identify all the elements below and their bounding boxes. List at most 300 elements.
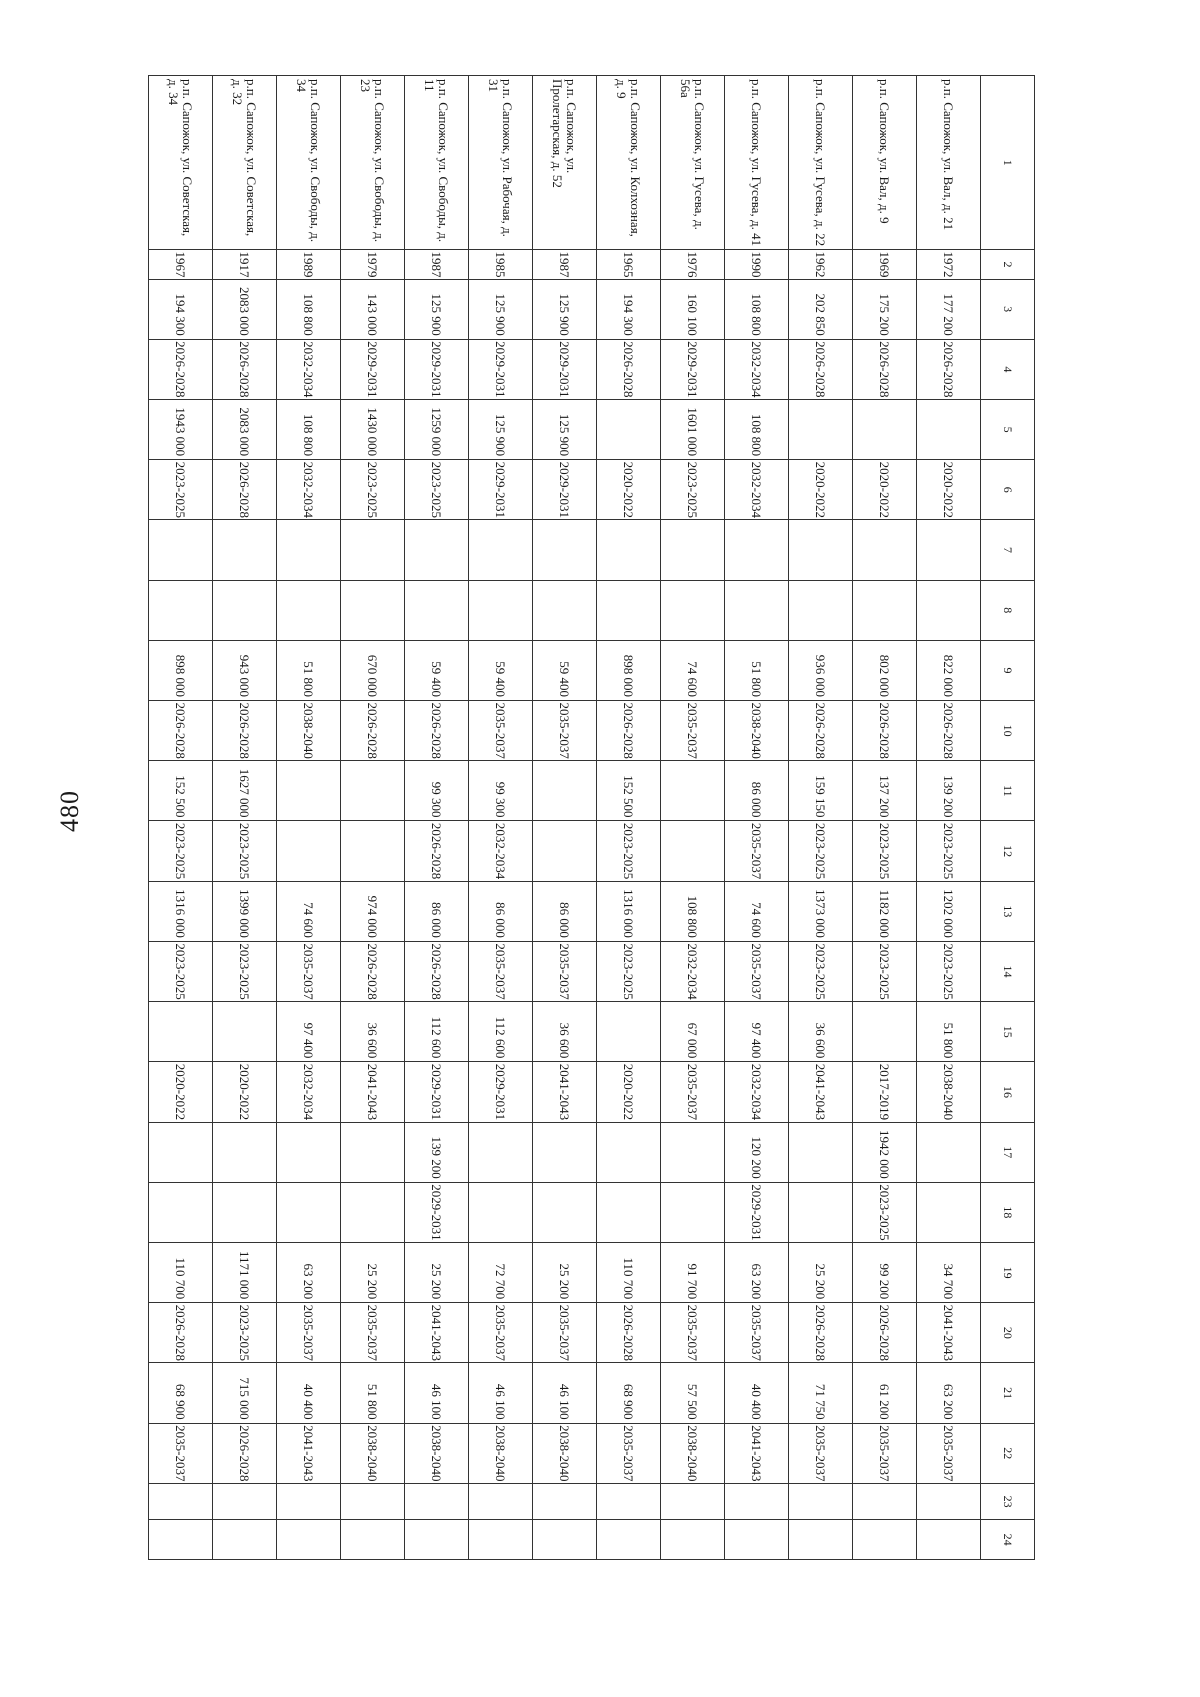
table-cell — [853, 520, 917, 580]
table-cell: 2035-2037 — [597, 1423, 661, 1483]
table-cell: 159 150 — [789, 761, 853, 821]
table-row — [213, 76, 277, 1560]
table-cell: 1627 000 — [213, 761, 277, 821]
table-cell: 2032-2034 — [725, 1062, 789, 1122]
table-cell — [789, 399, 853, 459]
table-cell: 1171 000 — [213, 1243, 277, 1303]
table-cell: 97 400 — [277, 1002, 341, 1062]
table-cell — [789, 580, 853, 640]
table-cell: 97 400 — [725, 1002, 789, 1062]
table-cell: 1259 000 — [405, 399, 469, 459]
table-cell — [725, 1520, 789, 1560]
address-cell: р.п. Сапожок, ул. Вал, д. 9 — [853, 76, 917, 250]
table-cell — [917, 580, 981, 640]
table-cell: 2035-2037 — [725, 821, 789, 881]
table-cell: 2038-2040 — [917, 1062, 981, 1122]
table-cell: 99 200 — [853, 1243, 917, 1303]
table-cell: 125 900 — [533, 399, 597, 459]
table-cell: 2035-2037 — [277, 1303, 341, 1363]
address-cell: р.п. Сапожок, ул. Рабочая, д. 31 — [469, 76, 533, 250]
table-cell: 2041-2043 — [533, 1062, 597, 1122]
table-cell: 2041-2043 — [725, 1423, 789, 1483]
table-cell — [661, 520, 725, 580]
column-number: 14 — [981, 941, 1035, 1001]
table-cell — [149, 1122, 213, 1182]
table-cell — [149, 1520, 213, 1560]
table-cell — [149, 580, 213, 640]
table-cell — [533, 580, 597, 640]
table-cell: 2023-2025 — [213, 1303, 277, 1363]
table-cell — [469, 1122, 533, 1182]
column-number: 12 — [981, 821, 1035, 881]
table-cell: 63 200 — [725, 1243, 789, 1303]
table-cell: 670 000 — [341, 640, 405, 700]
table-cell — [533, 1483, 597, 1519]
table-cell — [405, 580, 469, 640]
table-cell: 86 000 — [725, 761, 789, 821]
column-number: 15 — [981, 1002, 1035, 1062]
table-row — [853, 76, 917, 1560]
table-cell: 137 200 — [853, 761, 917, 821]
table-cell: 108 800 — [277, 279, 341, 339]
table-cell: 2023-2025 — [149, 821, 213, 881]
table-cell: 2035-2037 — [469, 941, 533, 1001]
table-row — [789, 76, 853, 1560]
table-cell: 2035-2037 — [277, 941, 341, 1001]
table-cell: 2026-2028 — [853, 339, 917, 399]
table-cell — [533, 761, 597, 821]
column-number: 22 — [981, 1423, 1035, 1483]
column-number: 1 — [981, 76, 1035, 250]
table-cell: 59 400 — [533, 640, 597, 700]
table-cell: 2035-2037 — [789, 1423, 853, 1483]
year-cell: 1969 — [853, 250, 917, 279]
table-cell: 2038-2040 — [341, 1423, 405, 1483]
table-cell: 51 800 — [341, 1363, 405, 1423]
column-number: 13 — [981, 881, 1035, 941]
table-cell: 2023-2025 — [405, 460, 469, 520]
column-number: 3 — [981, 279, 1035, 339]
column-number: 17 — [981, 1122, 1035, 1182]
table-cell: 36 600 — [341, 1002, 405, 1062]
table-cell: 2032-2034 — [469, 821, 533, 881]
table-cell: 86 000 — [469, 881, 533, 941]
table-cell — [853, 580, 917, 640]
table-cell — [213, 1483, 277, 1519]
table-cell — [597, 399, 661, 459]
table-cell — [213, 1520, 277, 1560]
table-cell: 2038-2040 — [405, 1423, 469, 1483]
address-cell: р.п. Сапожок, ул. Вал, д. 21 — [917, 76, 981, 250]
table-cell: 2023-2025 — [597, 821, 661, 881]
table-cell: 2035-2037 — [533, 1303, 597, 1363]
table-cell — [917, 399, 981, 459]
column-number: 2 — [981, 250, 1035, 279]
table-cell: 63 200 — [917, 1363, 981, 1423]
table-cell: 1373 000 — [789, 881, 853, 941]
table-cell: 2026-2028 — [597, 339, 661, 399]
table-cell: 2026-2028 — [149, 339, 213, 399]
table-cell — [789, 1483, 853, 1519]
table-cell — [277, 1182, 341, 1242]
table-cell: 2026-2028 — [405, 821, 469, 881]
table-cell: 139 200 — [405, 1122, 469, 1182]
table-cell: 1399 000 — [213, 881, 277, 941]
table-cell: 936 000 — [789, 640, 853, 700]
table-cell: 2035-2037 — [725, 941, 789, 1001]
column-number: 9 — [981, 640, 1035, 700]
table-cell — [341, 1483, 405, 1519]
table-cell — [341, 1520, 405, 1560]
table-cell: 822 000 — [917, 640, 981, 700]
table-cell: 74 600 — [277, 881, 341, 941]
table-cell — [533, 520, 597, 580]
table-cell: 2041-2043 — [917, 1303, 981, 1363]
column-number: 5 — [981, 399, 1035, 459]
table-cell: 68 900 — [149, 1363, 213, 1423]
table-cell — [149, 1483, 213, 1519]
table-row — [341, 76, 405, 1560]
table-cell: 2026-2028 — [213, 339, 277, 399]
table-cell: 2026-2028 — [917, 701, 981, 761]
table-cell: 108 800 — [725, 279, 789, 339]
year-cell: 1979 — [341, 250, 405, 279]
table-cell — [213, 1002, 277, 1062]
table-cell: 2026-2028 — [405, 941, 469, 1001]
capital-repair-table — [148, 75, 1035, 1560]
table-cell: 36 600 — [533, 1002, 597, 1062]
table-cell: 2083 000 — [213, 279, 277, 339]
table-cell: 177 200 — [917, 279, 981, 339]
table-cell: 2026-2028 — [789, 1303, 853, 1363]
table-cell: 2041-2043 — [789, 1062, 853, 1122]
table-cell: 2029-2031 — [469, 1062, 533, 1122]
table-cell: 2035-2037 — [149, 1423, 213, 1483]
table-cell — [789, 1122, 853, 1182]
table-cell: 2020-2022 — [597, 460, 661, 520]
table-cell — [661, 821, 725, 881]
address-cell: р.п. Сапожок, ул. Пролетарская, д. 52 — [533, 76, 597, 250]
table-cell: 86 000 — [405, 881, 469, 941]
table-cell — [149, 520, 213, 580]
table-cell: 2035-2037 — [725, 1303, 789, 1363]
table-cell: 2032-2034 — [725, 339, 789, 399]
table-cell: 2029-2031 — [533, 460, 597, 520]
column-number: 18 — [981, 1182, 1035, 1242]
table-cell: 2041-2043 — [341, 1062, 405, 1122]
table-cell: 2026-2028 — [917, 339, 981, 399]
table-cell: 99 300 — [469, 761, 533, 821]
table-cell: 2023-2025 — [789, 821, 853, 881]
year-cell: 1962 — [789, 250, 853, 279]
year-cell: 1917 — [213, 250, 277, 279]
table-cell — [853, 1520, 917, 1560]
table-cell: 1942 000 — [853, 1122, 917, 1182]
table-cell — [661, 580, 725, 640]
table-cell: 2026-2028 — [789, 339, 853, 399]
table-cell — [405, 520, 469, 580]
table-cell: 175 200 — [853, 279, 917, 339]
table-cell: 2029-2031 — [405, 1062, 469, 1122]
table-cell — [597, 1520, 661, 1560]
table-cell: 2038-2040 — [277, 701, 341, 761]
column-number: 4 — [981, 339, 1035, 399]
table-cell: 67 000 — [661, 1002, 725, 1062]
year-cell: 1987 — [405, 250, 469, 279]
table-cell: 2035-2037 — [341, 1303, 405, 1363]
table-cell — [469, 1182, 533, 1242]
table-cell: 2023-2025 — [853, 941, 917, 1001]
year-cell: 1987 — [533, 250, 597, 279]
address-cell: р.п. Сапожок, ул. Советская, д. 32 — [213, 76, 277, 250]
table-cell: 2035-2037 — [469, 701, 533, 761]
table-cell — [405, 1520, 469, 1560]
table-cell: 2035-2037 — [661, 1303, 725, 1363]
table-cell — [341, 761, 405, 821]
table-cell: 2020-2022 — [853, 460, 917, 520]
table-cell — [469, 1483, 533, 1519]
table-cell: 2023-2025 — [853, 1182, 917, 1242]
table-cell: 108 800 — [277, 399, 341, 459]
table-cell: 74 600 — [661, 640, 725, 700]
table-cell: 2041-2043 — [405, 1303, 469, 1363]
table-cell — [533, 1122, 597, 1182]
address-cell: р.п. Сапожок, ул. Свободы, д. 11 — [405, 76, 469, 250]
table-cell — [149, 1002, 213, 1062]
table-cell: 202 850 — [789, 279, 853, 339]
table-cell: 2023-2025 — [917, 821, 981, 881]
table-cell — [277, 1483, 341, 1519]
table-cell: 125 900 — [533, 279, 597, 339]
table-cell — [469, 580, 533, 640]
table-cell: 2020-2022 — [213, 1062, 277, 1122]
table-cell: 72 700 — [469, 1243, 533, 1303]
table-cell — [789, 1182, 853, 1242]
table-cell: 2023-2025 — [917, 941, 981, 1001]
table-cell: 2026-2028 — [213, 460, 277, 520]
table-cell: 2023-2025 — [341, 460, 405, 520]
table-cell: 2083 000 — [213, 399, 277, 459]
table-cell — [213, 580, 277, 640]
column-number: 16 — [981, 1062, 1035, 1122]
table-cell: 2026-2028 — [853, 701, 917, 761]
year-cell: 1985 — [469, 250, 533, 279]
table-cell: 51 800 — [917, 1002, 981, 1062]
table-cell: 108 800 — [725, 399, 789, 459]
table-row — [661, 76, 725, 1560]
year-cell: 1989 — [277, 250, 341, 279]
table-cell: 2023-2025 — [853, 821, 917, 881]
table-cell: 2035-2037 — [469, 1303, 533, 1363]
table-cell — [149, 1182, 213, 1242]
column-number: 7 — [981, 520, 1035, 580]
table-cell — [853, 1002, 917, 1062]
table-cell: 25 200 — [533, 1243, 597, 1303]
table-cell: 1316 000 — [597, 881, 661, 941]
table-cell: 2029-2031 — [725, 1182, 789, 1242]
table-cell — [917, 1182, 981, 1242]
table-cell — [213, 1182, 277, 1242]
table-cell — [341, 580, 405, 640]
table-cell: 125 900 — [405, 279, 469, 339]
year-cell: 1990 — [725, 250, 789, 279]
column-number: 23 — [981, 1483, 1035, 1519]
table-cell: 112 600 — [405, 1002, 469, 1062]
table-cell: 2035-2037 — [853, 1423, 917, 1483]
table-row — [917, 76, 981, 1560]
table-cell: 2029-2031 — [469, 460, 533, 520]
table-cell: 59 400 — [469, 640, 533, 700]
table-cell: 1316 000 — [149, 881, 213, 941]
table-cell: 2023-2025 — [789, 941, 853, 1001]
table-cell: 51 800 — [725, 640, 789, 700]
table-cell: 63 200 — [277, 1243, 341, 1303]
address-cell: р.п. Сапожок, ул. Гусева, д. 56а — [661, 76, 725, 250]
column-number: 11 — [981, 761, 1035, 821]
table-cell: 802 000 — [853, 640, 917, 700]
table-cell: 194 300 — [597, 279, 661, 339]
address-cell: р.п. Сапожок, ул. Гусева, д. 22 — [789, 76, 853, 250]
table-cell: 143 000 — [341, 279, 405, 339]
table-cell: 2023-2025 — [661, 460, 725, 520]
table-cell — [917, 1483, 981, 1519]
address-cell: р.п. Сапожок, ул. Свободы, д. 34 — [277, 76, 341, 250]
table-cell — [597, 1122, 661, 1182]
table-cell — [341, 520, 405, 580]
table-cell — [661, 761, 725, 821]
table-cell — [469, 1520, 533, 1560]
table-cell: 152 500 — [149, 761, 213, 821]
table-cell: 2032-2034 — [277, 460, 341, 520]
table-cell: 2038-2040 — [661, 1423, 725, 1483]
table-cell: 160 100 — [661, 279, 725, 339]
table-cell: 194 300 — [149, 279, 213, 339]
table-cell: 120 200 — [725, 1122, 789, 1182]
table-cell — [661, 1122, 725, 1182]
table-cell: 25 200 — [405, 1243, 469, 1303]
column-number: 8 — [981, 580, 1035, 640]
column-number: 20 — [981, 1303, 1035, 1363]
table-cell: 2029-2031 — [469, 339, 533, 399]
table-cell — [341, 1182, 405, 1242]
table-cell: 2026-2028 — [853, 1303, 917, 1363]
table-cell: 36 600 — [789, 1002, 853, 1062]
table-cell: 2035-2037 — [917, 1423, 981, 1483]
table-cell: 108 800 — [661, 881, 725, 941]
table-cell: 40 400 — [725, 1363, 789, 1423]
table-cell: 2026-2028 — [341, 941, 405, 1001]
table-cell — [661, 1520, 725, 1560]
table-cell: 46 100 — [533, 1363, 597, 1423]
table-cell: 2023-2025 — [597, 941, 661, 1001]
table-cell — [917, 1520, 981, 1560]
table-cell: 2026-2028 — [597, 1303, 661, 1363]
table-cell: 2020-2022 — [597, 1062, 661, 1122]
table-cell: 2035-2037 — [533, 701, 597, 761]
table-cell: 110 700 — [597, 1243, 661, 1303]
table-cell: 898 000 — [149, 640, 213, 700]
table-cell: 112 600 — [469, 1002, 533, 1062]
table-cell: 2020-2022 — [789, 460, 853, 520]
table-cell — [533, 1520, 597, 1560]
table-cell: 2032-2034 — [725, 460, 789, 520]
table-cell: 1601 000 — [661, 399, 725, 459]
table-cell — [405, 1483, 469, 1519]
table-cell — [661, 1182, 725, 1242]
table-cell — [725, 580, 789, 640]
table-cell — [597, 1002, 661, 1062]
table-cell: 125 900 — [469, 399, 533, 459]
table-cell — [277, 580, 341, 640]
table-cell: 2029-2031 — [405, 339, 469, 399]
table-cell — [597, 520, 661, 580]
table-cell: 2026-2028 — [597, 701, 661, 761]
table-cell: 34 700 — [917, 1243, 981, 1303]
table-cell — [853, 399, 917, 459]
table-cell: 2023-2025 — [149, 941, 213, 1001]
table-cell — [789, 520, 853, 580]
header-row — [981, 76, 1035, 1560]
table-cell: 25 200 — [341, 1243, 405, 1303]
table-cell: 46 100 — [469, 1363, 533, 1423]
address-cell: р.п. Сапожок, ул. Свободы, д. 23 — [341, 76, 405, 250]
address-cell: р.п. Сапожок, ул. Гусева, д. 41 — [725, 76, 789, 250]
table-cell: 2020-2022 — [917, 460, 981, 520]
table-cell: 2023-2025 — [213, 941, 277, 1001]
table-cell: 943 000 — [213, 640, 277, 700]
table-cell: 86 000 — [533, 881, 597, 941]
table-cell: 2026-2028 — [149, 1303, 213, 1363]
table-row — [405, 76, 469, 1560]
table-cell: 71 750 — [789, 1363, 853, 1423]
table-cell — [597, 1182, 661, 1242]
address-cell: р.п. Сапожок, ул. Колхозная, д. 9 — [597, 76, 661, 250]
table-cell: 139 200 — [917, 761, 981, 821]
table-row — [277, 76, 341, 1560]
table-cell: 110 700 — [149, 1243, 213, 1303]
table-cell: 99 300 — [405, 761, 469, 821]
table-cell: 40 400 — [277, 1363, 341, 1423]
table-cell: 61 200 — [853, 1363, 917, 1423]
table-row — [533, 76, 597, 1560]
table-cell — [789, 1520, 853, 1560]
table-cell: 898 000 — [597, 640, 661, 700]
table-cell — [917, 1122, 981, 1182]
table-row — [725, 76, 789, 1560]
table-cell: 2038-2040 — [533, 1423, 597, 1483]
table-cell — [597, 580, 661, 640]
table-cell: 2026-2028 — [789, 701, 853, 761]
table-cell — [213, 1122, 277, 1182]
table-cell: 2041-2043 — [277, 1423, 341, 1483]
table-cell: 51 800 — [277, 640, 341, 700]
table-cell: 2017-2019 — [853, 1062, 917, 1122]
table-cell — [213, 520, 277, 580]
table-cell — [341, 821, 405, 881]
table-cell: 125 900 — [469, 279, 533, 339]
column-number: 19 — [981, 1243, 1035, 1303]
table-cell: 2032-2034 — [277, 1062, 341, 1122]
year-cell: 1965 — [597, 250, 661, 279]
address-cell: р.п. Сапожок, ул. Советская, д. 34 — [149, 76, 213, 250]
table-cell — [533, 821, 597, 881]
table-cell: 2026-2028 — [341, 701, 405, 761]
table-row — [149, 76, 213, 1560]
column-number: 21 — [981, 1363, 1035, 1423]
table-cell: 715 000 — [213, 1363, 277, 1423]
rotated-table-wrapper — [161, 75, 1035, 1560]
page-number: 480 — [55, 790, 84, 832]
